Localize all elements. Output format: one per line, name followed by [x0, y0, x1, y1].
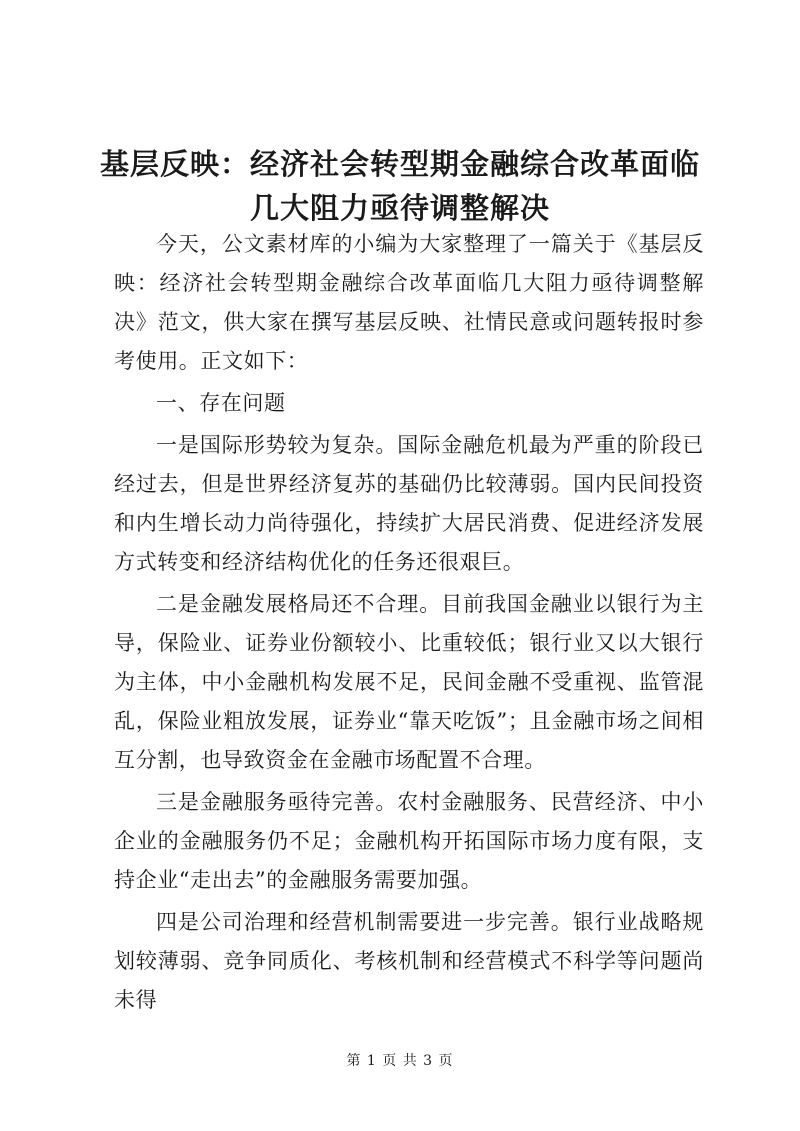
document-title: [100, 142, 700, 230]
page-number-footer: 第 1 页 共 3 页: [346, 1053, 454, 1069]
title-line-1: 基层反映：经济社会转型期金融综合改革面临: [100, 147, 701, 181]
paragraph-point-4: 四是公司治理和经营机制需要进一步完善。银行业战略规划较薄弱、竞争同质化、考核机制和经营模式不科学等问题尚未得: [114, 910, 704, 1012]
paragraph-point-1: 一是国际形势较为复杂。国际金融危机最为严重的阶段已经过去，但是世界经济复苏的基础仍比较薄弱。国内民间投资和内生增长动力尚待强化，持续扩大居民消费、促进经济发展方式转变和经济结构优化的任务还很艰巨。: [114, 433, 704, 574]
paragraph-intro: 今天，公文素材库的小编为大家整理了一篇关于《基层反映：经济社会转型期金融综合改革面临几大阻力亟待调整解决》范文，供大家在撰写基层反映、社情民意或问题转报时参考使用。正文如下：: [114, 232, 704, 373]
document-body: [114, 225, 704, 1023]
paragraph-point-2: 二是金融发展格局还不合理。目前我国金融业以银行为主导，保险业、证券业份额较小、比重较低；银行业又以大银行为主体，中小金融机构发展不足，民间金融不受重视、监管混乱，保险业粗放发展，证券业“靠天吃饭”；且金融市场之间相互分割，也导致资金在金融市场配置不合理。: [114, 592, 704, 772]
title-line-2: 几大阻力亟待调整解决: [249, 191, 550, 225]
section-heading: 一、存在问题: [156, 391, 286, 415]
paragraph-point-3: 三是金融服务亟待完善。农村金融服务、民营经济、中小企业的金融服务仍不足；金融机构开拓国际市场力度有限，支持企业“走出去”的金融服务需要加强。: [114, 790, 704, 892]
